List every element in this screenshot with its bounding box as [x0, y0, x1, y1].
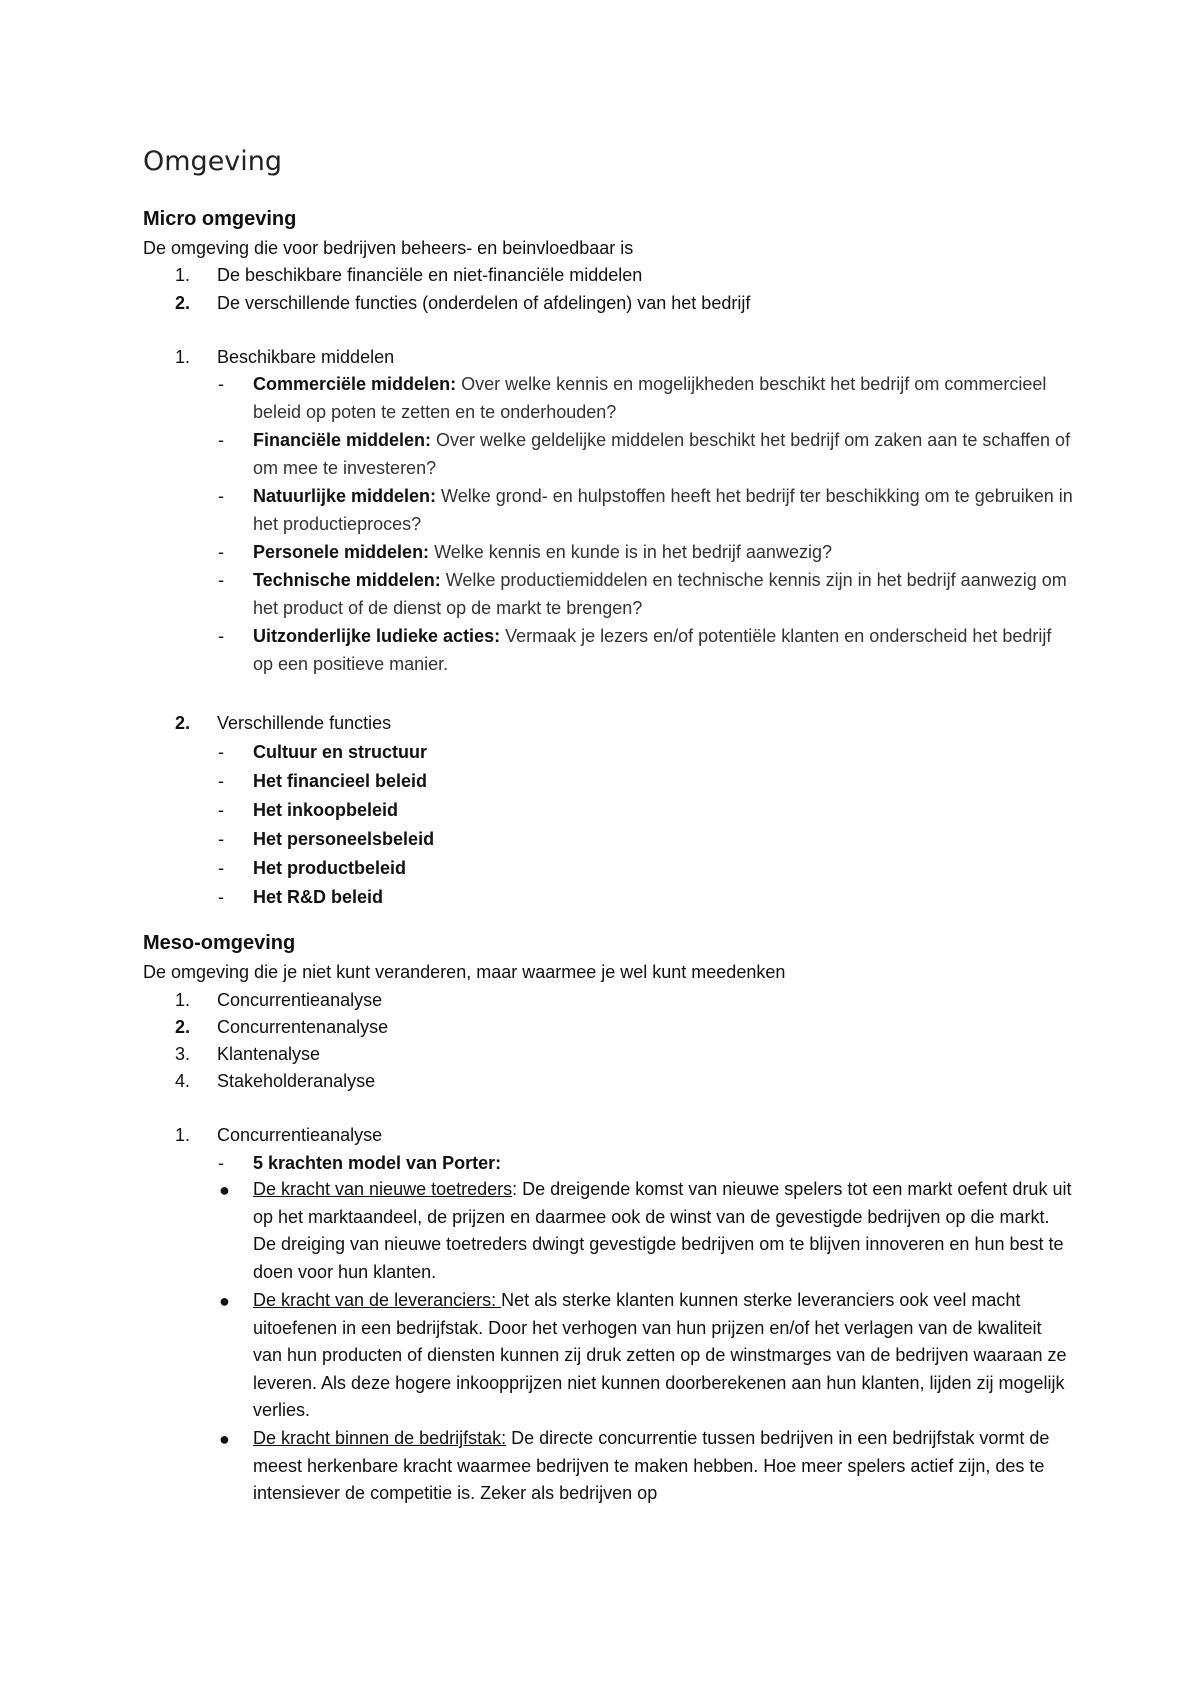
list-item: Het financieel beleid	[253, 771, 428, 791]
list-item: Het personeelsbeleid	[253, 829, 435, 849]
list-number: 3.	[175, 1044, 191, 1064]
list-item: Stakeholderanalyse	[217, 1071, 376, 1091]
list-item: Het productbeleid	[253, 858, 407, 878]
section-title: Concurrentieanalyse	[217, 1125, 383, 1145]
dash-marker: -	[218, 829, 224, 849]
dash-marker: -	[218, 542, 224, 562]
list-item: Technische middelen: Welke productiemiddelen en technische kennis zijn in het bedrijf aanwezig om het product of de dienst op de markt te brengen?	[253, 570, 1067, 618]
list-number: 2.	[175, 1017, 191, 1037]
dash-marker: -	[218, 1153, 224, 1173]
meso-heading: Meso-omgeving	[143, 932, 296, 954]
dash-marker: -	[218, 858, 224, 878]
list-item: Klantenalyse	[217, 1044, 321, 1064]
list-number: 2.	[175, 713, 191, 733]
list-item: Uitzonderlijke ludieke acties: Vermaak je lezers en/of potentiële klanten en onderscheid het bedrijf op een positieve manier.	[253, 626, 1052, 674]
porter-subheading: 5 krachten model van Porter:	[253, 1153, 502, 1173]
list-item: De beschikbare financiële en niet-financiële middelen	[217, 265, 643, 285]
dash-marker: -	[218, 800, 224, 820]
list-item: Het inkoopbeleid	[253, 800, 399, 820]
list-item: De verschillende functies (onderdelen of afdelingen) van het bedrijf	[217, 293, 751, 313]
list-number: 1.	[175, 347, 191, 367]
dash-marker: -	[218, 771, 224, 791]
bullet-marker: ●	[219, 1291, 230, 1311]
page-title: Omgeving	[143, 146, 283, 177]
list-item: De kracht van de leveranciers: Net als sterke klanten kunnen sterke leveranciers ook veel macht uitoefenen in een bedrijfstak. Door het verhogen van hun prijzen en/of het verlagen van de kwaliteit van hun producten of diensten kunnen zij druk zetten op de winstmarges van de bedrijven waaraan ze leveren. Als deze hogere inkoopprijzen niet kunnen doorberekenen aan hun klanten, lijden zij mogelijk verlies.	[253, 1290, 1067, 1420]
dash-marker: -	[218, 430, 224, 450]
dash-marker: -	[218, 626, 224, 646]
dash-marker: -	[218, 742, 224, 762]
list-item: De kracht binnen de bedrijfstak: De directe concurrentie tussen bedrijven in een bedrijfstak vormt de meest herkenbare kracht waarmee bedrijven te maken hebben. Hoe meer spelers actief zijn, des te intensiever de competitie is. Zeker als bedrijven op	[253, 1428, 1050, 1503]
list-item: Commerciële middelen: Over welke kennis en mogelijkheden beschikt het bedrijf om commercieel beleid op poten te zetten en te onderhouden?	[253, 374, 1047, 422]
list-number: 4.	[175, 1071, 191, 1091]
list-item: De kracht van nieuwe toetreders: De dreigende komst van nieuwe spelers tot een markt oefent druk uit op het marktaandeel, de prijzen en daarmee ook de winst van de gevestigde bedrijven op die markt. De dreiging van nieuwe toetreders dwingt gevestigde bedrijven om te blijven innoveren en hun best te doen voor hun klanten.	[253, 1179, 1072, 1282]
list-number: 1.	[175, 1125, 191, 1145]
list-item: Financiële middelen: Over welke geldelijke middelen beschikt het bedrijf om zaken aan te schaffen of om mee te investeren?	[253, 430, 1071, 478]
meso-intro: De omgeving die je niet kunt veranderen, maar waarmee je wel kunt meedenken	[143, 962, 786, 982]
list-item: Personele middelen: Welke kennis en kunde is in het bedrijf aanwezig?	[253, 542, 832, 562]
list-item: Concurrentenanalyse	[217, 1017, 389, 1037]
list-number: 2.	[175, 293, 191, 313]
dash-marker: -	[218, 374, 224, 394]
micro-intro: De omgeving die voor bedrijven beheers- en beinvloedbaar is	[143, 238, 634, 258]
list-item: Cultuur en structuur	[253, 742, 427, 762]
list-number: 1.	[175, 990, 191, 1010]
bullet-marker: ●	[219, 1429, 230, 1449]
section-title: Beschikbare middelen	[217, 347, 395, 367]
list-number: 1.	[175, 265, 191, 285]
dash-marker: -	[218, 570, 224, 590]
list-item: Natuurlijke middelen: Welke grond- en hulpstoffen heeft het bedrijf ter beschikking om te gebruiken in het productieproces?	[253, 486, 1073, 534]
list-item: Het R&D beleid	[253, 887, 384, 907]
dash-marker: -	[218, 887, 224, 907]
list-item: Concurrentieanalyse	[217, 990, 383, 1010]
section-title: Verschillende functies	[217, 713, 392, 733]
dash-marker: -	[218, 486, 224, 506]
bullet-marker: ●	[219, 1180, 230, 1200]
micro-heading: Micro omgeving	[143, 208, 297, 230]
